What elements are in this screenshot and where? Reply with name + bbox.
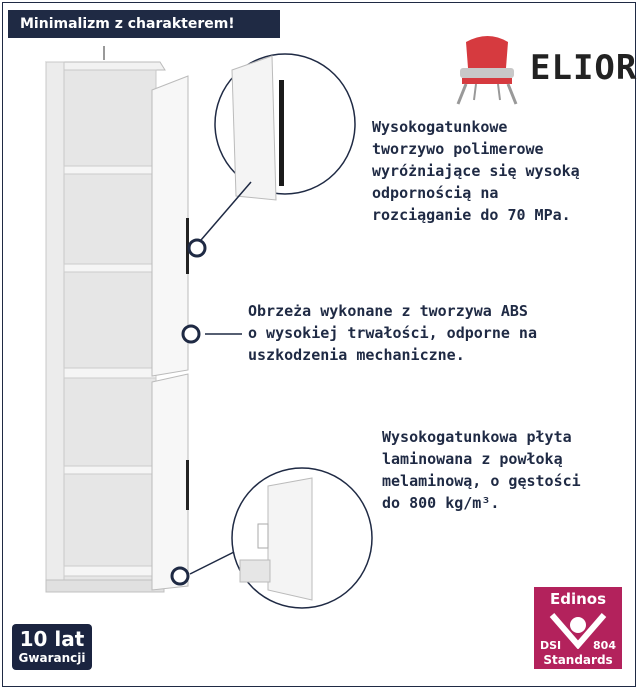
edinos-dsi: DSI <box>540 639 562 652</box>
callout-material: Wysokogatunkowe tworzywo polimerowe wyróżniające się wysoką odpornością na rozciąganie do 70 MPa. <box>372 118 580 224</box>
page-title: Minimalizm z charakterem! <box>8 10 280 38</box>
cabinet-illustration <box>46 46 189 592</box>
edge-marker <box>183 326 242 342</box>
edinos-name: Edinos <box>549 590 607 608</box>
zoom-handle-detail <box>189 54 355 256</box>
edinos-standards: Standards <box>543 653 613 667</box>
callout-edges: Obrzeża wykonane z tworzywa ABS o wysokiej trwałości, odporne na uszkodzenia mechaniczne. <box>248 302 537 364</box>
warranty-label: Gwarancji <box>18 651 86 665</box>
callout-board: Wysokogatunkowa płyta laminowana z powłoką melaminową, o gęstości do 800 kg/m³. <box>382 428 581 512</box>
brand-name: ELIOR <box>530 48 638 88</box>
edinos-code: 804 <box>593 639 616 652</box>
edinos-badge <box>534 587 622 669</box>
warranty-badge <box>12 624 92 670</box>
warranty-number: 10 lat <box>19 627 85 651</box>
zoom-hinge-detail <box>172 468 372 608</box>
red-chair-icon <box>458 36 516 104</box>
